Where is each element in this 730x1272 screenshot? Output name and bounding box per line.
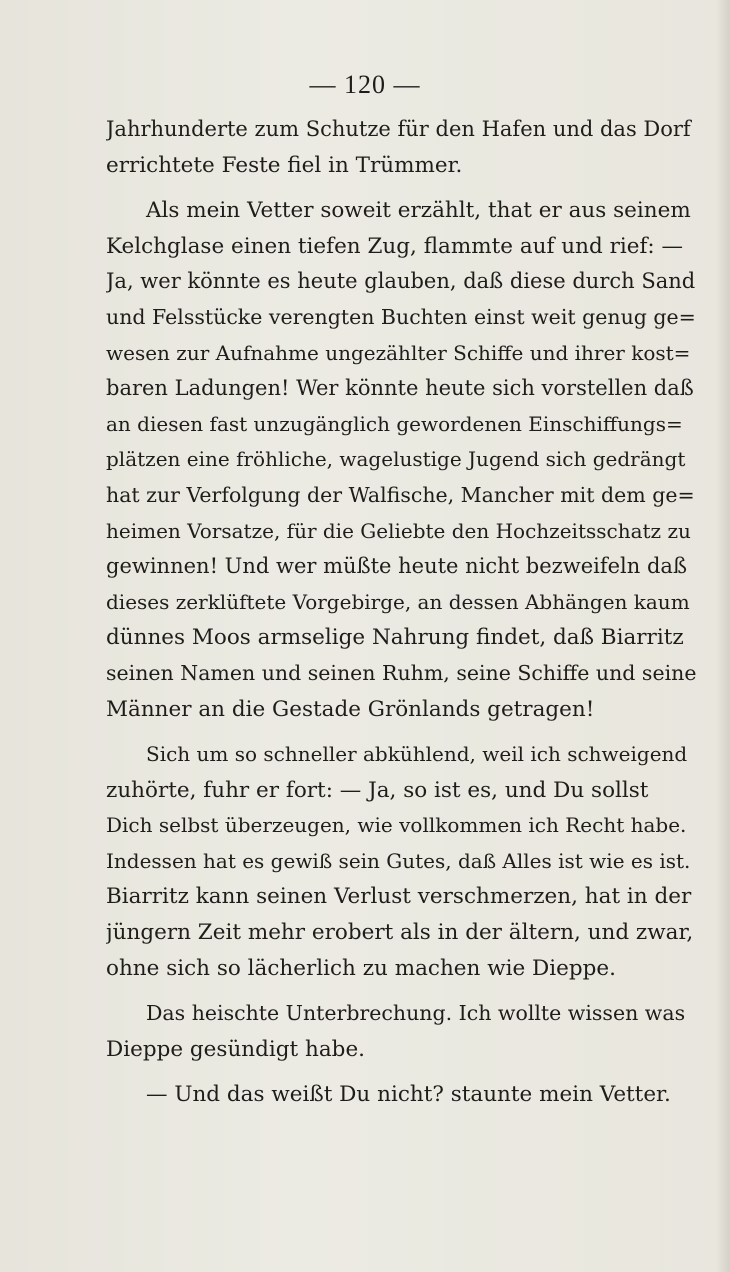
text-line: — Und das weißt Du nicht? staunte mein Vetter. bbox=[146, 1082, 671, 1108]
text-line: heimen Vorsatze, für die Geliebte den Hochzeitsschatz zu bbox=[106, 518, 691, 543]
text-line: Indessen hat es gewiß sein Gutes, daß Alles ist wie es ist. bbox=[106, 848, 691, 873]
text-line: Biarritz kann seinen Verlust verschmerzen, hat in der bbox=[106, 884, 692, 910]
text-line: Jahrhunderte zum Schutze für den Hafen und das Dorf bbox=[106, 117, 691, 141]
text-line: Sich um so schneller abkühlend, weil ich schweigend bbox=[146, 742, 688, 767]
text-line: dünnes Moos armselige Nahrung findet, daß Biarritz bbox=[106, 625, 684, 651]
text-line: Kelchglase einen tiefen Zug, flammte auf und rief: — bbox=[106, 233, 683, 259]
text-line: jüngern Zeit mehr erobert als in der ältern, und zwar, bbox=[106, 920, 694, 946]
text-line: hat zur Verfolgung der Walfische, Mancher mit dem ge= bbox=[106, 482, 695, 507]
text-line: Männer an die Gestade Grönlands getragen! bbox=[106, 696, 595, 722]
text-line: Als mein Vetter soweit erzählt, that er aus seinem bbox=[146, 198, 691, 224]
text-line: Das heischte Unterbrechung. Ich wollte wissen was bbox=[146, 1001, 686, 1026]
text-line: plätzen eine fröhliche, wagelustige Jugend sich gedrängt bbox=[106, 447, 686, 472]
text-line: Dieppe gesündigt habe. bbox=[106, 1036, 365, 1062]
text-line: und Felsstücke verengten Buchten einst weit genug ge= bbox=[106, 304, 696, 329]
page-edge-shadow bbox=[716, 0, 730, 1272]
text-line: gewinnen! Und wer müßte heute nicht bezweifeln daß bbox=[106, 554, 687, 579]
text-line: an diesen fast unzugänglich gewordenen Einschiffungs= bbox=[106, 411, 683, 436]
text-line: Ja, wer könnte es heute glauben, daß diese durch Sand bbox=[106, 269, 696, 294]
text-line: errichtete Feste fiel in Trümmer. bbox=[106, 152, 463, 178]
text-line: wesen zur Aufnahme ungezählter Schiffe und ihrer kost= bbox=[106, 340, 691, 365]
page-number-header: — 120 — bbox=[309, 70, 421, 99]
text-line: baren Ladungen! Wer könnte heute sich vorstellen daß bbox=[106, 376, 694, 401]
text-line: seinen Namen und seinen Ruhm, seine Schiffe und seine bbox=[106, 660, 696, 685]
text-line: ohne sich so lächerlich zu machen wie Dieppe. bbox=[106, 955, 616, 981]
body-text bbox=[106, 112, 696, 1113]
text-line: Dich selbst überzeugen, wie vollkommen ich Recht habe. bbox=[106, 813, 687, 838]
text-line: zuhörte, fuhr er fort: — Ja, so ist es, und Du sollst bbox=[106, 777, 649, 803]
text-line: dieses zerklüftete Vorgebirge, an dessen Abhängen kaum bbox=[106, 589, 690, 614]
